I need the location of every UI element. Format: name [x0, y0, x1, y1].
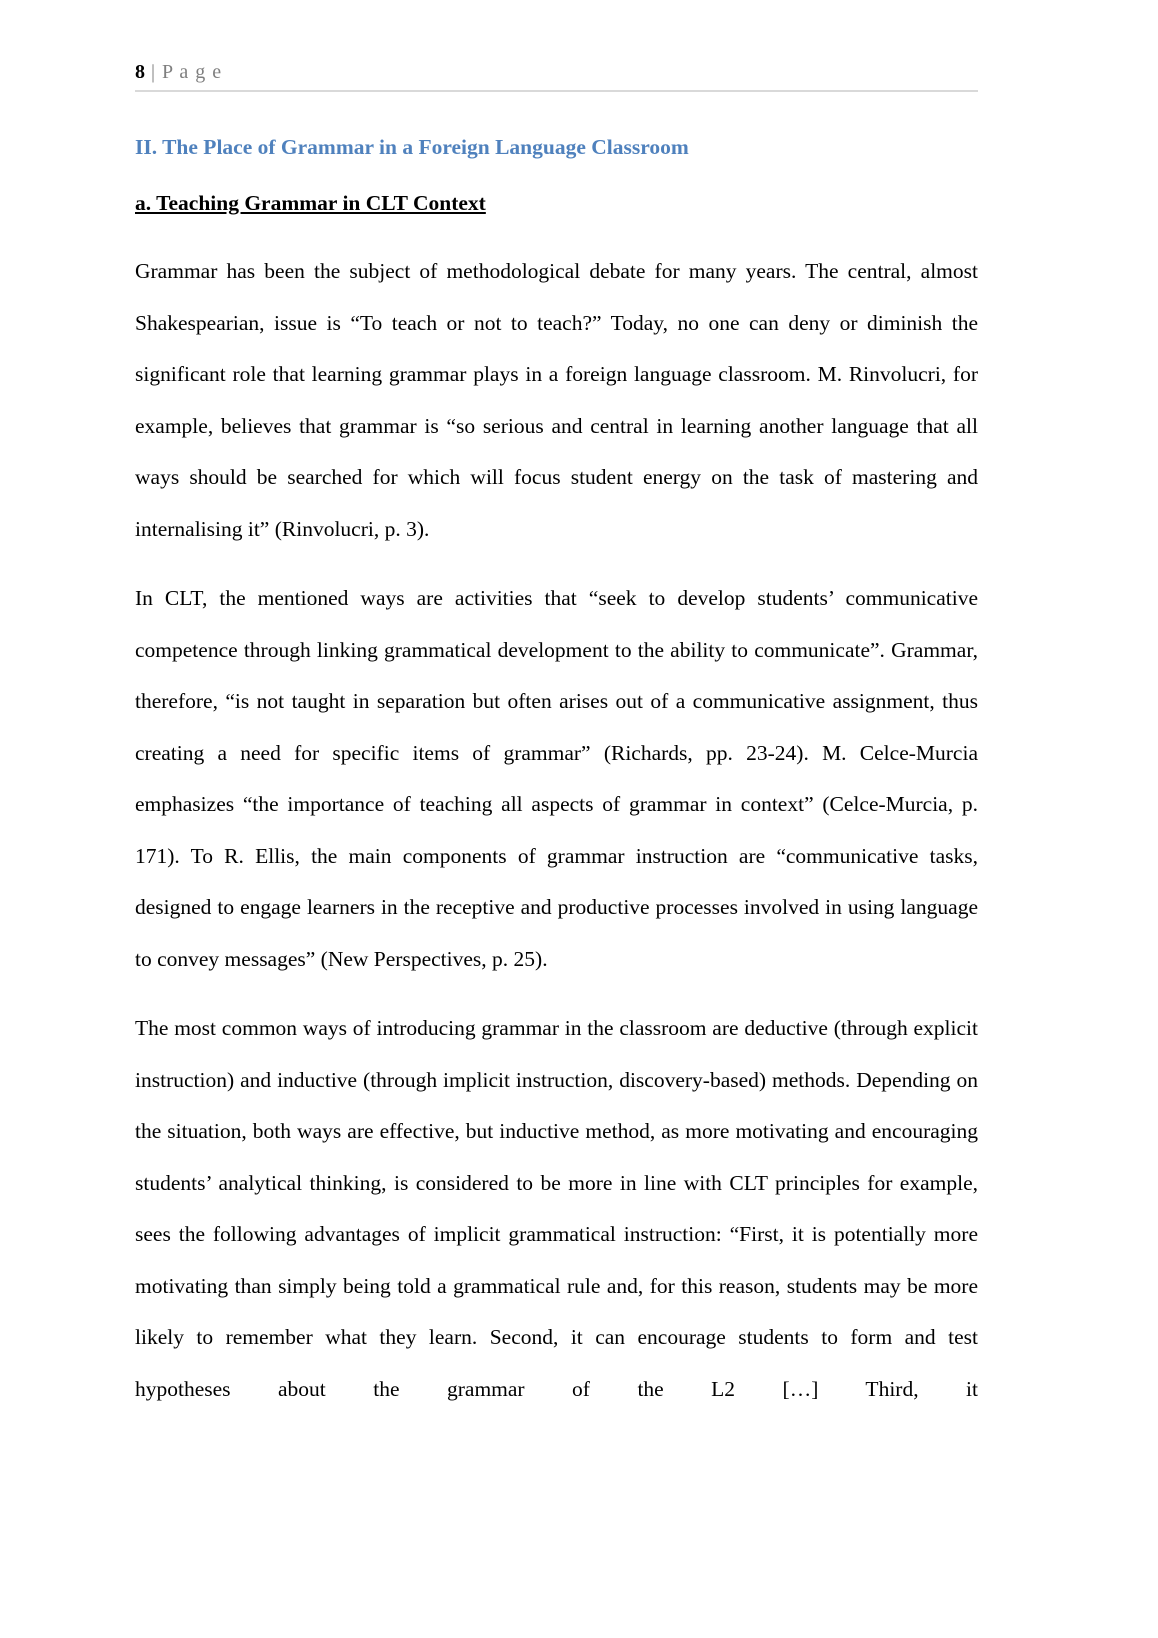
body-paragraph-2: In CLT, the mentioned ways are activities that “seek to develop students’ communicative competence through linking grammatical development to the ability to communicate”. Grammar, therefore, “is not taught in separation but often arises out of a communicative assignment, thus creating a need for specific items of grammar” (Richards, pp. 23-24). M. Celce-Murcia emphasizes “the importance of teaching all aspects of grammar in context” (Celce-Murcia, p. 171). To R. Ellis, the main components of grammar instruction are “communicative tasks, designed to engage learners in the receptive and productive processes involved in using language to convey messages” (New Perspectives, p. 25). — [135, 586, 978, 971]
body-paragraph-3: The most common ways of introducing grammar in the classroom are deductive (through explicit instruction) and inductive (through implicit instruction, discovery-based) methods. Depending on the situation, both ways are effective, but inductive method, as more motivating and encouraging students’ analytical thinking, is considered to be more in line with CLT principles for example, sees the following advantages of implicit grammatical instruction: “First, it is potentially more motivating than simply being told a grammatical rule and, for this reason, students may be more likely to remember what they learn. Second, it can encourage students to form and test hypotheses about the grammar of the L2 […] Third, it — [135, 1016, 978, 1401]
subsection-heading: a. Teaching Grammar in CLT Context — [135, 191, 486, 215]
document-body — [135, 246, 978, 1415]
body-paragraph-1: Grammar has been the subject of methodological debate for many years. The central, almost Shakespearian, issue is “To teach or not to teach?” Today, no one can deny or diminish the significant role that learning grammar plays in a foreign language classroom. M. Rinvolucri, for example, believes that grammar is “so serious and central in learning another language that all ways should be searched for which will focus student energy on the task of mastering and internalising it” (Rinvolucri, p. 3). — [135, 259, 978, 541]
page-header — [135, 60, 978, 92]
page-number: 8 — [135, 61, 145, 83]
page-header-label: | P a g e — [151, 61, 223, 83]
section-heading: II. The Place of Grammar in a Foreign Language Classroom — [135, 135, 689, 159]
